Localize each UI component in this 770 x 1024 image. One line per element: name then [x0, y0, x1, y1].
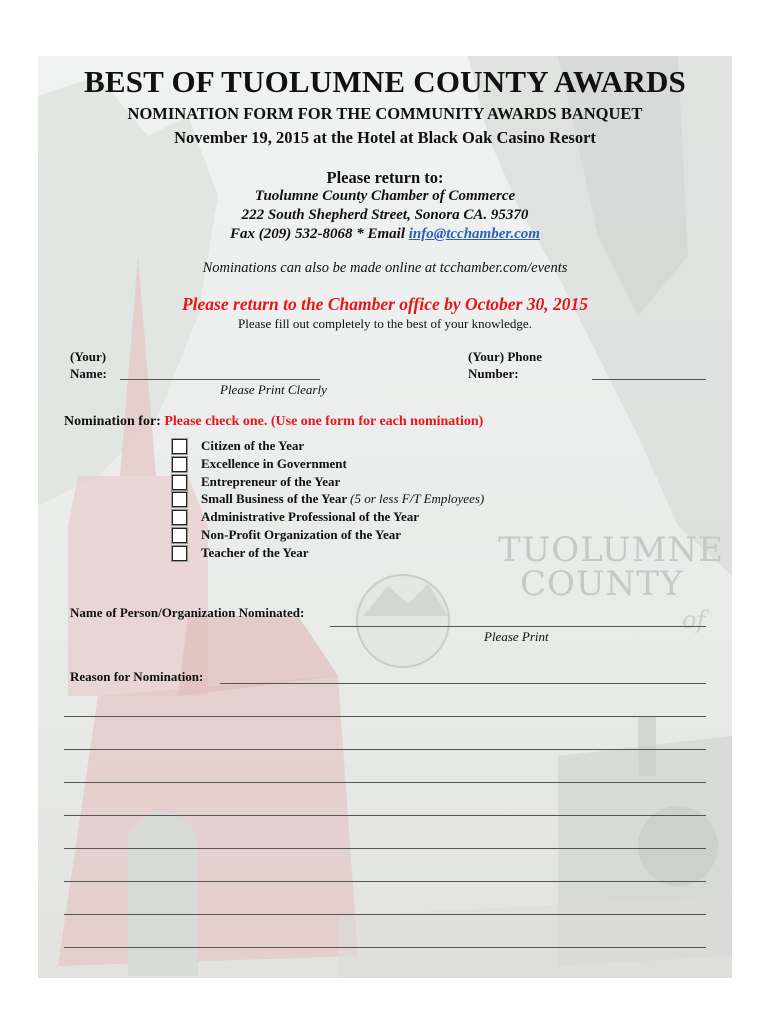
category-option[interactable]	[172, 526, 401, 544]
chamber-contact	[0, 226, 770, 243]
category-note: (5 or less F/T Employees)	[350, 491, 485, 506]
reason-line[interactable]	[64, 782, 706, 783]
nomination-for-text: Nomination for:	[64, 414, 161, 429]
reason-line[interactable]	[64, 815, 706, 816]
your-name-field[interactable]	[120, 379, 320, 380]
category-checkbox[interactable]	[172, 457, 187, 472]
category-checkbox[interactable]	[172, 510, 187, 525]
category-checkbox[interactable]	[172, 475, 187, 490]
reason-line[interactable]	[64, 881, 706, 882]
category-checkbox[interactable]	[172, 439, 187, 454]
nomination-for-label	[64, 414, 483, 430]
watermark-tuolumne: TUOLUMNE	[498, 530, 724, 570]
fill-out-note: Please fill out completely to the best of your knowledge.	[238, 316, 532, 331]
category-option[interactable]	[172, 473, 340, 491]
form-title: BEST OF TUOLUMNE COUNTY AWARDS	[83, 64, 686, 99]
your-phone-label-line1: (Your) Phone	[468, 349, 543, 364]
nominee-hint: Please Print	[484, 629, 549, 644]
return-deadline: Please return to the Chamber office by October 30, 2015	[181, 294, 589, 314]
reason-line[interactable]	[64, 914, 706, 915]
event-details: November 19, 2015 at the Hotel at Black Oak Casino Resort	[174, 128, 596, 147]
category-label: Non-Profit Organization of the Year	[201, 527, 402, 542]
reason-line[interactable]	[64, 716, 706, 717]
reason-line[interactable]	[64, 749, 706, 750]
online-note: Nominations can also be made online at tcchamber.com/events	[202, 260, 568, 276]
category-label: Citizen of the Year	[201, 438, 305, 453]
category-checkbox[interactable]	[172, 492, 187, 507]
your-phone-label-line2: Number:	[468, 366, 519, 381]
your-phone-label	[468, 348, 542, 382]
chamber-name: Tuolumne County Chamber of Commerce	[254, 188, 516, 204]
fax-text: Fax (209) 532-8068 * Email	[230, 226, 409, 242]
chamber-address: 222 South Shepherd Street, Sonora CA. 95370	[241, 207, 529, 223]
your-phone-field[interactable]	[592, 379, 706, 380]
email-link[interactable]: info@tcchamber.com	[408, 226, 540, 242]
reason-line[interactable]	[220, 683, 706, 684]
nominee-label: Name of Person/Organization Nominated:	[70, 605, 305, 620]
your-name-label-line1: (Your)	[70, 349, 107, 364]
reason-line[interactable]	[64, 848, 706, 849]
return-heading: Please return to:	[326, 168, 444, 187]
nominee-field[interactable]	[330, 626, 706, 627]
category-checkbox[interactable]	[172, 528, 187, 543]
your-name-hint: Please Print Clearly	[220, 382, 327, 397]
nomination-instruction: Please check one. (Use one form for each nomination)	[164, 414, 484, 429]
form-subtitle: NOMINATION FORM FOR THE COMMUNITY AWARDS BANQUET	[127, 104, 643, 123]
category-option[interactable]	[172, 544, 308, 562]
category-label: Administrative Professional of the Year	[201, 509, 420, 524]
category-option[interactable]	[172, 508, 419, 526]
category-label: Teacher of the Year	[201, 545, 309, 560]
reason-line[interactable]	[64, 947, 706, 948]
category-option[interactable]	[172, 490, 484, 508]
your-name-label-line2: Name:	[70, 366, 107, 381]
watermark-county: COUNTY	[520, 564, 684, 604]
category-label: Excellence in Government	[201, 456, 347, 471]
watermark-of: of	[682, 606, 706, 634]
category-option[interactable]	[172, 437, 304, 455]
category-option[interactable]	[172, 455, 347, 473]
reason-label: Reason for Nomination:	[70, 669, 204, 684]
category-label: Entrepreneur of the Year	[201, 474, 341, 489]
your-name-label	[70, 348, 107, 382]
category-checkbox[interactable]	[172, 546, 187, 561]
category-label: Small Business of the Year (5 or less F/T Employees)	[201, 491, 485, 506]
